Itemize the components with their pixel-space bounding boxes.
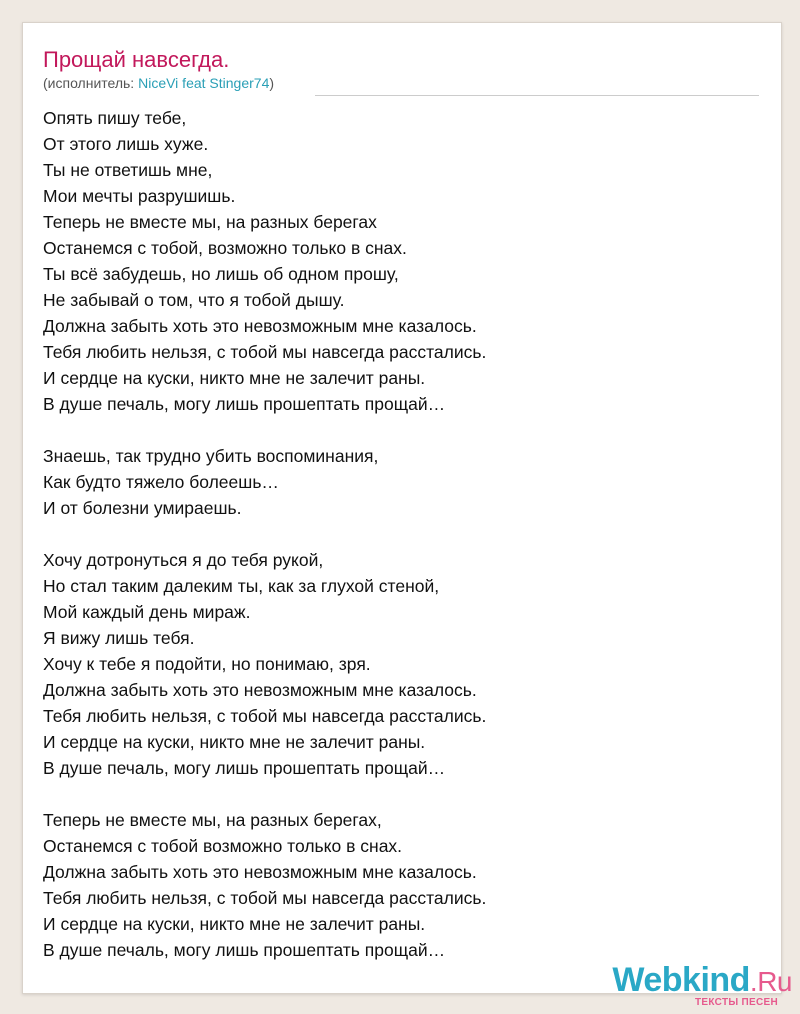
lyric-line: Должна забыть хоть это невозможным мне казалось. (43, 680, 477, 700)
lyric-line: Как будто тяжело болеешь… (43, 472, 279, 492)
performer-label: (исполнитель: (43, 75, 139, 91)
lyric-line: Не забывай о том, что я тобой дышу. (43, 290, 345, 310)
song-performer-line (43, 75, 274, 91)
lyric-line: Тебя любить нельзя, с тобой мы навсегда расстались. (43, 888, 487, 908)
performer-close: ) (269, 75, 275, 91)
lyric-line: И от болезни умираешь. (43, 498, 242, 518)
logo-suffix: .Ru (749, 966, 792, 997)
song-title: Прощай навсегда. (43, 47, 230, 72)
lyric-line: Знаешь, так трудно убить воспоминания, (43, 446, 379, 466)
stanza-break (43, 781, 743, 807)
lyric-line: Но стал таким далеким ты, как за глухой стеной, (43, 576, 440, 596)
lyrics-body (43, 105, 743, 963)
lyric-line: В душе печаль, могу лишь прошептать прощай… (43, 758, 446, 778)
lyric-line: И сердце на куски, никто мне не залечит раны. (43, 914, 426, 934)
site-logo[interactable] (612, 963, 792, 1008)
lyric-line: Останемся с тобой, возможно только в снах. (43, 238, 407, 258)
lyric-line: Мой каждый день мираж. (43, 602, 251, 622)
lyric-line: Останемся с тобой возможно только в снах. (43, 836, 403, 856)
lyric-line: И сердце на куски, никто мне не залечит раны. (43, 368, 426, 388)
stanza-break (43, 417, 743, 443)
lyric-line: Хочу к тебе я подойти, но понимаю, зря. (43, 654, 371, 674)
lyric-line: Ты всё забудешь, но лишь об одном прошу, (43, 264, 399, 284)
lyric-line: Должна забыть хоть это невозможным мне казалось. (43, 862, 477, 882)
lyric-line: В душе печаль, могу лишь прошептать прощай… (43, 394, 446, 414)
lyric-line: Хочу дотронуться я до тебя рукой, (43, 550, 324, 570)
lyric-line: От этого лишь хуже. (43, 134, 209, 154)
lyric-line: В душе печаль, могу лишь прошептать прощай… (43, 940, 446, 960)
logo-tagline: ТЕКСТЫ ПЕСЕН (695, 997, 778, 1008)
lyric-line: Должна забыть хоть это невозможным мне казалось. (43, 316, 477, 336)
lyric-line: Тебя любить нельзя, с тобой мы навсегда расстались. (43, 342, 487, 362)
lyrics-card (22, 22, 782, 994)
lyric-line: Я вижу лишь тебя. (43, 628, 195, 648)
logo-wordmark (612, 963, 792, 999)
lyric-line: Опять пишу тебе, (43, 108, 187, 128)
title-divider (315, 95, 759, 96)
lyric-line: Мои мечты разрушишь. (43, 186, 236, 206)
lyric-line: Теперь не вместе мы, на разных берегах (43, 212, 377, 232)
performer-link[interactable]: NiceVi feat Stinger74 (138, 75, 270, 91)
lyric-line: Теперь не вместе мы, на разных берегах, (43, 810, 382, 830)
lyric-line: Ты не ответишь мне, (43, 160, 213, 180)
lyric-line: И сердце на куски, никто мне не залечит раны. (43, 732, 426, 752)
stanza-break (43, 521, 743, 547)
logo-name: Webkind (612, 961, 750, 999)
lyric-line: Тебя любить нельзя, с тобой мы навсегда расстались. (43, 706, 487, 726)
